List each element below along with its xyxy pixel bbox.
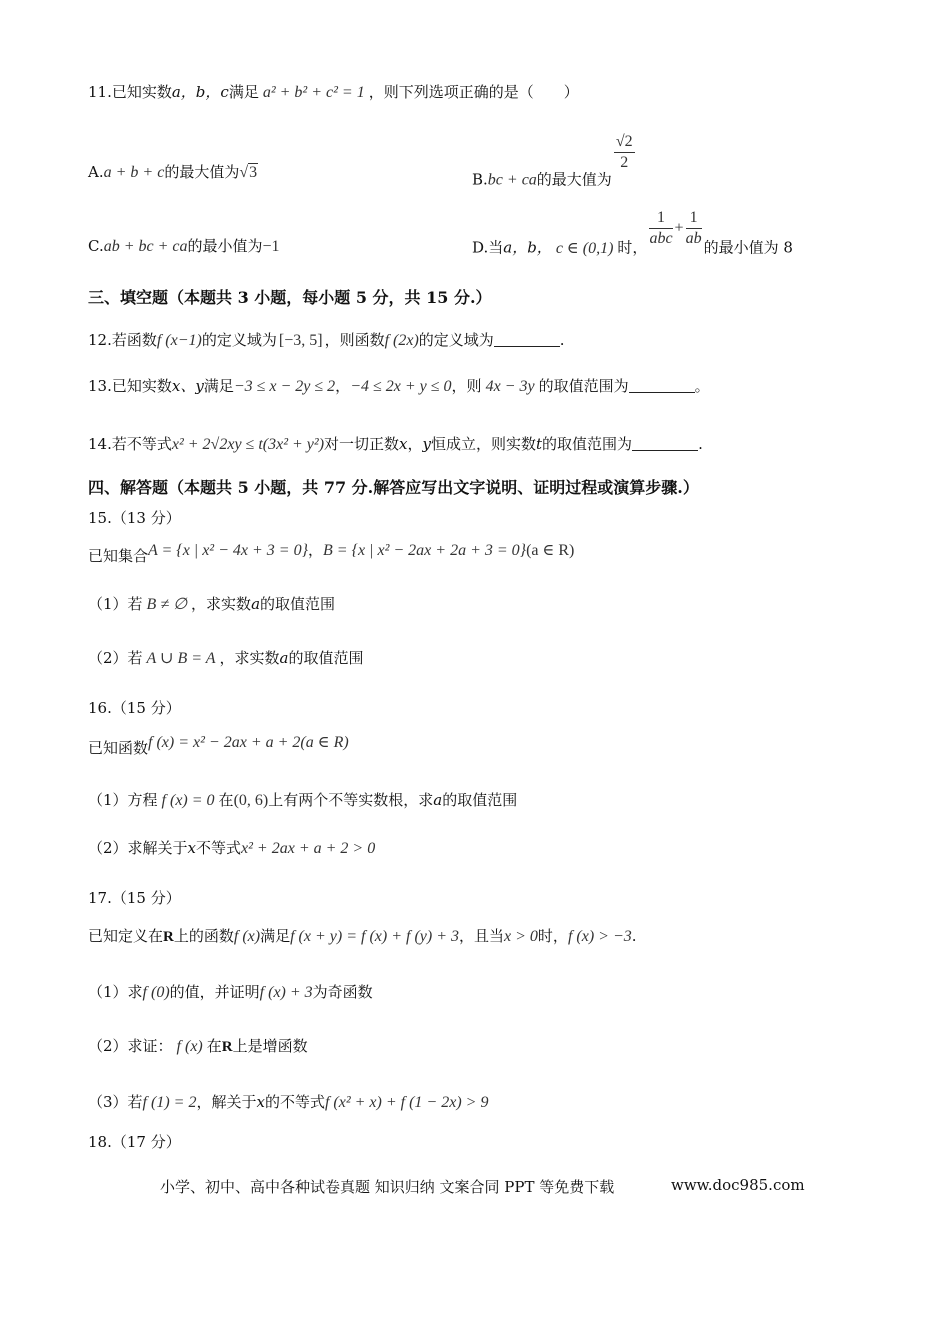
q15-p1-cond: B ≠ ∅	[146, 596, 188, 613]
option-d-plus: +	[674, 219, 684, 237]
option-a-label: A.	[88, 163, 104, 181]
q16-part-2	[88, 838, 375, 859]
q16-p1-eq: f (x) = 0	[161, 792, 215, 809]
q16-part-1	[88, 790, 517, 811]
q17-p3-b: ，解关于	[196, 1093, 257, 1111]
q11-vars: a，b，c	[171, 83, 229, 101]
q16-p2-a: （2）求解关于	[88, 839, 188, 857]
q15-set-a: A = {x | x² − 4x + 3 = 0}	[148, 542, 308, 559]
q17-p2-r: R	[221, 1039, 233, 1055]
q17-p2-f: f (x)	[176, 1038, 203, 1055]
q15-part-2	[88, 648, 363, 669]
q17-text-a: 已知定义在	[88, 927, 164, 945]
option-d-text: 的最小值为 8	[703, 238, 793, 257]
q11-option-a	[88, 162, 258, 183]
q12	[88, 330, 565, 351]
q17-p3-ineq: f (x² + x) + f (1 − 2x) > 9	[324, 1094, 489, 1111]
q14	[88, 434, 703, 455]
q11-option-b	[472, 132, 637, 191]
q16-p1-var: a	[433, 791, 443, 809]
q17-p1-f: f (0)	[142, 984, 170, 1001]
q16-p2-ineq: x² + 2ax + a + 2 > 0	[241, 840, 376, 857]
option-d-vars: a，b，	[503, 238, 552, 257]
q17-ineq: f (x) > −3	[567, 928, 632, 945]
option-d-cond: c ∈ (0,1)	[555, 239, 614, 257]
q16-stem	[88, 732, 349, 758]
q17-r: R	[163, 929, 174, 945]
q17-p2-c: 上是增函数	[232, 1037, 308, 1055]
frac2-num: 1	[686, 208, 702, 229]
q16-p2-b: 不等式	[196, 839, 242, 857]
q17-text-e: 时，	[537, 927, 568, 945]
answer-blank	[494, 332, 560, 347]
answer-blank	[632, 436, 698, 451]
q17-p2-a: （2）求证：	[88, 1037, 173, 1055]
q13-vars: x、y	[171, 377, 204, 395]
q17-p3-f: f (1) = 2	[142, 1094, 197, 1111]
q17-text-b: 上的函数	[173, 927, 234, 945]
q13	[88, 376, 710, 397]
option-c-text: 的最小值为	[187, 237, 263, 255]
option-c-expr: ab + bc + ca	[103, 238, 188, 255]
option-a-value: 3	[249, 164, 258, 181]
q17-p3-c: 的不等式	[264, 1093, 325, 1111]
q15-header: 15.（13 分）	[88, 509, 181, 527]
q11-stem-text-b: 满足	[228, 83, 259, 101]
q12-text-c: ，则函数	[324, 331, 385, 349]
q14-text-d: 恒成立，则实数	[431, 435, 537, 453]
q14-inequality: x² + 2√2xy ≤ t(3x² + y²)	[171, 436, 325, 453]
q15-stem	[88, 540, 574, 566]
option-b-label: B.	[472, 170, 488, 189]
q16-p1-c: 上有两个不等实数根，求	[268, 791, 434, 809]
q17-p3-a: （3）若	[88, 1093, 143, 1111]
option-a-sqrt: √3	[239, 164, 258, 181]
q12-f2: f (2x)	[384, 332, 419, 349]
q13-end: 。	[694, 377, 710, 395]
option-c-label: C.	[88, 237, 104, 255]
option-b-num: √2	[614, 132, 635, 153]
q17-p1-c: 为奇函数	[312, 983, 373, 1001]
q16-function: f (x) = x² − 2ax + a + 2(a ∈ R)	[148, 734, 349, 751]
q14-text-e: 的取值范围为	[542, 435, 633, 453]
option-d-fraction-2	[686, 208, 702, 249]
q15-part-1	[88, 594, 335, 615]
q15-p2-cond: A ∪ B = A	[146, 650, 216, 667]
q15-p2-a: （2）若	[88, 649, 143, 667]
frac1-den: abc	[649, 230, 673, 247]
q15-p1-b: ，求实数	[191, 595, 252, 613]
option-d-mid: 时，	[617, 238, 648, 257]
option-b-fraction	[614, 132, 635, 173]
q14-end: .	[698, 435, 703, 453]
q13-text-b: 满足	[203, 377, 234, 395]
q12-text-a: 12.若函数	[88, 331, 157, 349]
q17-stem	[88, 926, 637, 947]
q14-t: t	[536, 435, 543, 453]
q13-comma: ，	[335, 377, 351, 395]
q17-part-1	[88, 982, 373, 1003]
q13-cond-2: −4 ≤ 2x + y ≤ 0	[350, 378, 452, 395]
option-b-den: 2	[620, 154, 629, 171]
q11-option-d	[472, 208, 793, 259]
q17-header: 17.（15 分）	[88, 889, 181, 907]
q13-text-d: 的取值范围为	[538, 377, 629, 395]
q16-header: 16.（15 分）	[88, 699, 181, 717]
q12-text-d: 的定义域为	[418, 331, 494, 349]
q15-a-in-r: (a ∈ R)	[526, 542, 575, 559]
q16-p1-b: 在	[218, 791, 234, 809]
q11-stem-text: 11.已知实数	[88, 83, 172, 101]
q14-text-b: 对一切正数	[324, 435, 400, 453]
q15-p1-var: a	[251, 595, 261, 613]
q14-x: x	[399, 435, 408, 453]
q16-p1-a: （1）方程	[88, 791, 158, 809]
q14-text-c: ，	[407, 435, 423, 453]
q15-p2-d: 的取值范围	[288, 649, 364, 667]
option-d-label: D.当	[472, 238, 504, 257]
q17-cond: x > 0	[504, 928, 538, 945]
q17-f: f (x)	[233, 928, 261, 945]
section-4-heading: 四、解答题（本题共 5 小题，共 77 分.解答应写出文字说明、证明过程或演算步骤.）	[88, 478, 699, 497]
option-d-fraction-1	[649, 208, 672, 249]
footer-text: 小学、初中、高中各种试卷真题 知识归纳 文案合同 PPT 等免费下载	[160, 1178, 615, 1196]
q12-text-b: 的定义域为	[201, 331, 277, 349]
q13-expr: 4x − 3y	[485, 378, 535, 395]
frac2-den: ab	[685, 230, 702, 247]
q17-part-2	[88, 1036, 308, 1057]
q11-option-c	[88, 236, 280, 257]
q15-p2-var: a	[279, 649, 289, 667]
q14-y: y	[422, 435, 431, 453]
q17-text-d: ，且当	[459, 927, 505, 945]
q17-p2-b: 在	[206, 1037, 222, 1055]
q15-text-a: 已知集合	[88, 547, 149, 565]
option-b-expr: bc + ca	[487, 171, 537, 189]
frac1-num: 1	[649, 208, 672, 229]
q15-set-b: B = {x | x² − 2ax + 2a + 3 = 0}	[323, 542, 527, 559]
q16-p1-interval: (0, 6)	[233, 792, 269, 809]
q15-p1-d: 的取值范围	[260, 595, 336, 613]
option-a-expr: a + b + c	[103, 164, 165, 181]
q17-part-3	[88, 1092, 488, 1113]
q16-p2-var: x	[187, 839, 197, 857]
q12-end: .	[559, 331, 565, 349]
section-3-heading: 三、填空题（本题共 3 小题，每小题 5 分，共 15 分.）	[88, 288, 492, 307]
q11-condition: a² + b² + c² = 1	[262, 84, 365, 101]
q17-equation: f (x + y) = f (x) + f (y) + 3	[290, 928, 459, 945]
option-b-text: 的最大值为	[536, 170, 612, 189]
q17-text-c: 满足	[260, 927, 291, 945]
q17-p1-b: 的值，并证明	[169, 983, 260, 1001]
q12-domain: [−3, 5]	[278, 332, 323, 349]
q17-p3-var: x	[256, 1093, 265, 1111]
footer-link[interactable]: www.doc985.com	[671, 1176, 805, 1194]
q12-f1: f (x−1)	[156, 332, 202, 349]
q17-end: .	[631, 927, 637, 945]
q14-text-a: 14.若不等式	[88, 435, 172, 453]
q13-cond-1: −3 ≤ x − 2y ≤ 2	[233, 378, 336, 395]
q15-p1-a: （1）若	[88, 595, 143, 613]
answer-blank	[629, 378, 695, 393]
q13-text-a: 13.已知实数	[88, 377, 172, 395]
q11-stem-text-c: ，则下列选项正确的是（ ）	[368, 83, 579, 101]
q17-p1-g: f (x) + 3	[259, 984, 313, 1001]
q16-p1-d: 的取值范围	[442, 791, 518, 809]
option-a-text: 的最大值为	[164, 163, 240, 181]
q15-comma: ，	[307, 541, 323, 559]
q11-stem	[88, 82, 579, 103]
q17-p1-a: （1）求	[88, 983, 143, 1001]
q16-text-a: 已知函数	[88, 739, 149, 757]
q18-header: 18.（17 分）	[88, 1133, 181, 1151]
option-c-value: −1	[262, 238, 280, 255]
q15-p2-b: ，求实数	[219, 649, 280, 667]
q13-text-c: ，则	[451, 377, 482, 395]
